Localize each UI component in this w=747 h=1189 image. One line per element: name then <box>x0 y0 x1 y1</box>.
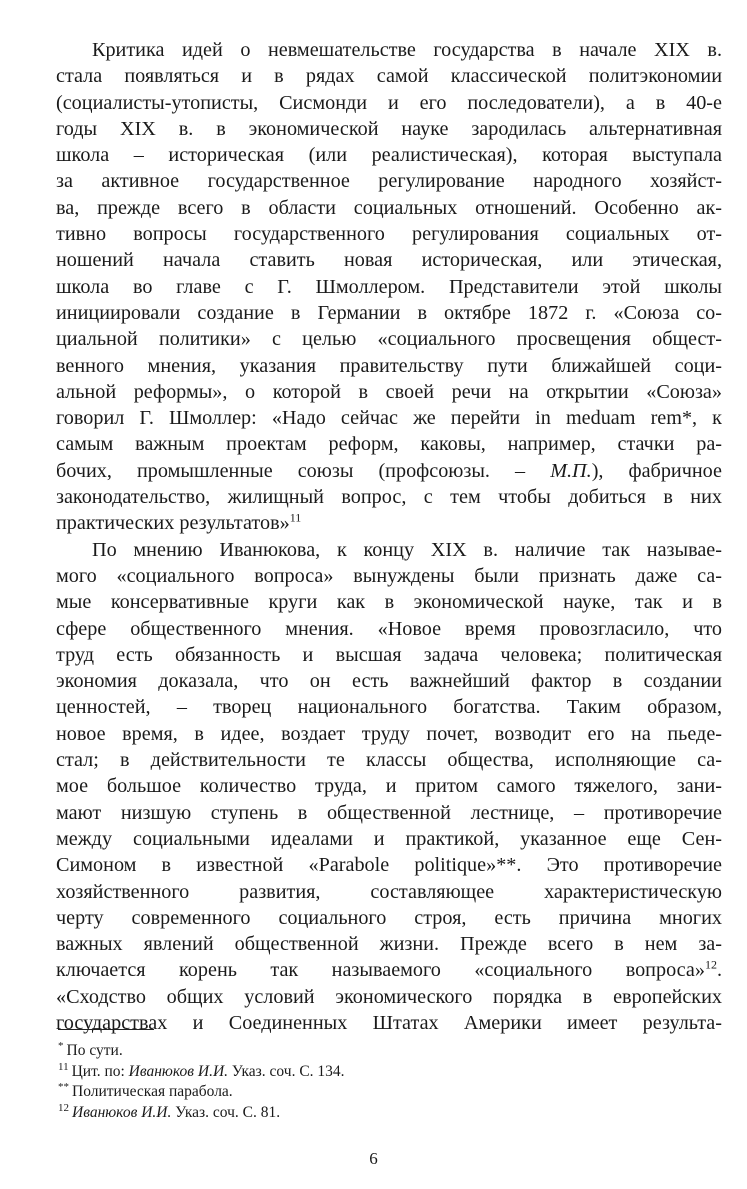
text-segment: бочих, промышленные союзы (профсоюзы. – <box>56 459 551 482</box>
footnote-mark: 11 <box>58 1060 69 1073</box>
text-line: мают низшую ступень в общественной лестнице, – противоречие <box>56 801 722 824</box>
footnote-text: Указ. соч. С. 81. <box>171 1104 281 1122</box>
text-line: Критика идей о невмешательстве государства в начале XIX в. <box>92 39 722 61</box>
footnote-text: Политическая парабола. <box>72 1083 233 1101</box>
text-line: законодательство, жилищный вопрос, с тем чтобы добиться в них <box>56 486 722 509</box>
text-line: «Сходство общих условий экономического порядка в европейских <box>56 985 722 1008</box>
text-line: тивно вопросы государственного регулирования социальных от- <box>56 223 722 246</box>
text-line: хозяйственного развития, составляющее характеристическую <box>56 880 722 903</box>
footnote-ref: 11 <box>289 510 302 525</box>
text-line: экономия доказала, что он есть важнейший фактор в создании <box>56 670 722 693</box>
text-line: мое большое количество труда, и притом самого тяжелого, зани- <box>56 775 722 798</box>
footnote-ref: 12 <box>704 957 717 972</box>
text-line: венного мнения, указания правительству пути ближайшей соци- <box>56 354 722 377</box>
footnote <box>58 1062 698 1083</box>
text-line: (социалисты-утописты, Сисмонди и его последователи), а в 40-е <box>56 91 722 114</box>
footnote-divider <box>58 1029 154 1030</box>
text-segment: ключается корень так называемого «социального вопроса» <box>56 959 705 982</box>
text-line: сфере общественного мнения. «Новое время провозгласило, что <box>56 617 722 640</box>
text-line: между социальными идеалами и практикой, указанное еще Сен- <box>56 827 722 850</box>
text-line: По мнению Иванюкова, к концу XIX в. наличие так называе- <box>92 538 722 561</box>
footnote-prefix: Цит. по: <box>71 1062 129 1080</box>
author-initials: М.П. <box>550 459 592 482</box>
text-line: циальной политики» с целью «социального просвещения общест- <box>56 328 722 351</box>
footnote-mark: * <box>58 1039 64 1052</box>
text-line: альной реформы», о которой в своей речи на открытии «Союза» <box>56 380 722 403</box>
text-line: говорил Г. Шмоллер: «Надо сейчас же перейти in meduam rem*, к <box>56 407 722 430</box>
text-line: ношений начала ставить новая историческая, или этическая, <box>56 249 722 272</box>
text-line: школа во главе с Г. Шмоллером. Представители этой школы <box>56 275 722 298</box>
main-text <box>56 37 722 1036</box>
footnotes <box>58 1041 698 1124</box>
footnote-mark: ** <box>58 1081 69 1094</box>
text-line: школа – историческая (или реалистическая), которая выступала <box>56 144 722 167</box>
footnote <box>58 1082 698 1103</box>
text-line: мые консервативные круги как в экономической науке, так и в <box>56 591 722 614</box>
footnote <box>58 1041 698 1062</box>
text-line: годы XIX в. в экономической науке зародилась альтернативная <box>56 117 722 140</box>
footnote-mark: 12 <box>58 1101 69 1114</box>
text-line: стала появляться и в рядах самой классической политэкономии <box>56 65 722 88</box>
text-line-with-italic <box>56 458 722 484</box>
footnote-text: По сути. <box>66 1042 123 1059</box>
text-line: самым важным проектам реформ, каковы, например, стачки ра- <box>56 433 722 456</box>
text-segment: ), фабричное <box>591 459 722 482</box>
text-line: мого «социального вопроса» вынуждены были признать даже са- <box>56 564 722 587</box>
text-line: за активное государственное регулирование народного хозяйст- <box>56 170 722 193</box>
text-line-with-ref: ключается корень так называемого «социального вопроса»$^{12}$. <box>56 957 722 982</box>
text-line-last <box>56 510 722 536</box>
text-line: труд есть обязанность и высшая задача человека; политическая <box>56 643 722 666</box>
footnote <box>58 1103 698 1124</box>
footnote-author: Иванюков И.И. <box>128 1062 229 1080</box>
text-line: черту современного социального строя, есть причина многих <box>56 906 722 929</box>
text-line: Симоном в известной «Parabole politique»**. Это противоречие <box>56 854 722 877</box>
text-line: ценностей, – творец национального богатства. Таким образом, <box>56 696 722 719</box>
text-segment: практических результатов» <box>56 512 290 535</box>
text-line: инициировали создание в Германии в октябре 1872 г. «Союза со- <box>56 301 722 324</box>
text-line: государствах и Соединенных Штатах Америки имеет результа- <box>56 1011 722 1034</box>
text-line: важных явлений общественной жизни. Прежде всего в нем за- <box>56 933 722 956</box>
text-line: ва, прежде всего в области социальных отношений. Особенно ак- <box>56 196 722 219</box>
page-number: 6 <box>369 1149 378 1168</box>
footnote-author: Иванюков И.И. <box>72 1104 172 1122</box>
footnote-text: Указ. соч. С. 134. <box>228 1062 345 1080</box>
text-line: стал; в действительности те классы общества, исполняющие са- <box>56 749 722 772</box>
text-line: новое время, в идее, воздает труду почет, возводит его на пьеде- <box>56 722 722 745</box>
